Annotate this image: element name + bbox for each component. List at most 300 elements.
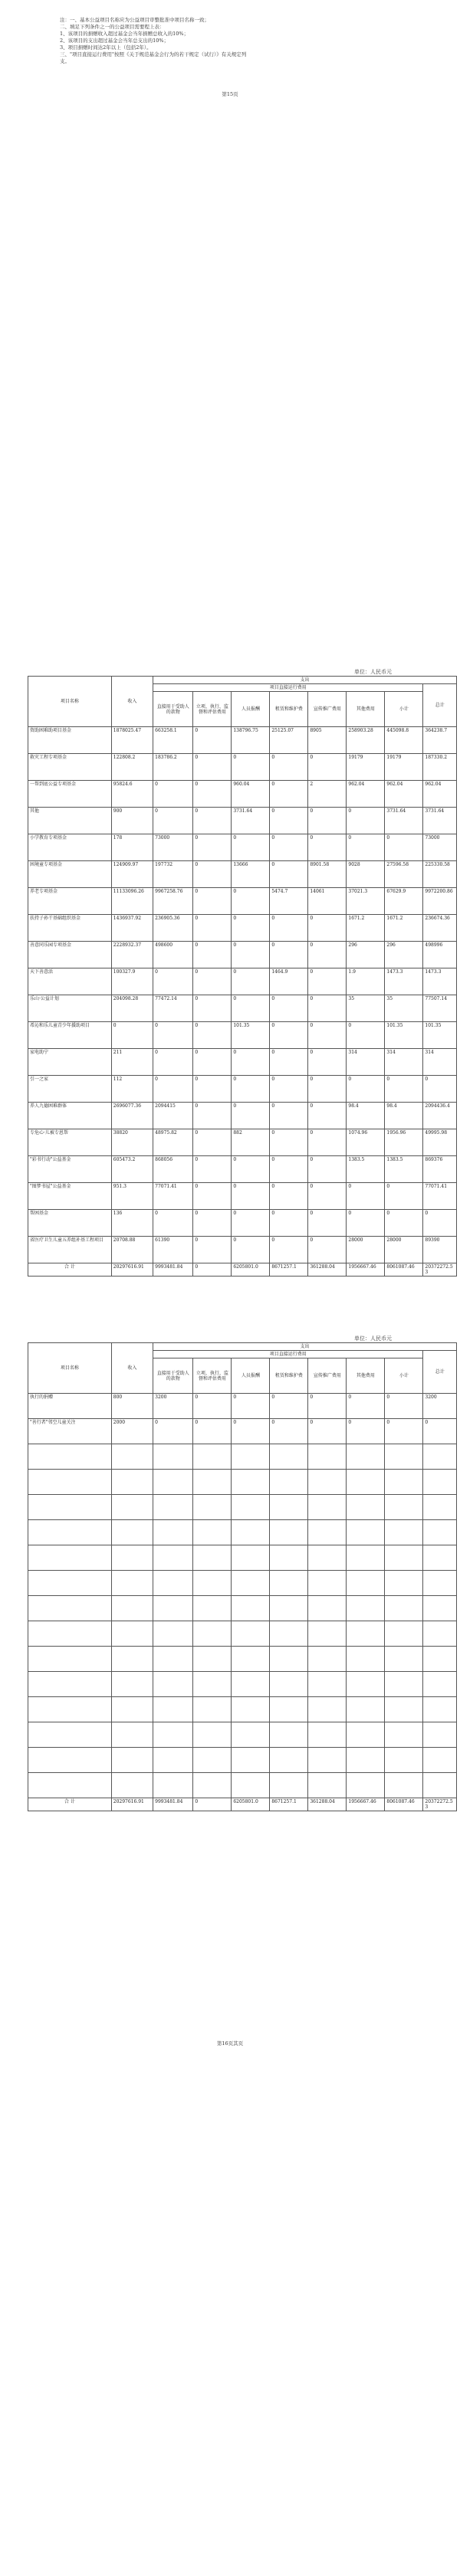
cell-direct: 183786.2 bbox=[153, 754, 193, 781]
cell-subtotal: 445098.8 bbox=[385, 727, 423, 754]
cell-promo: 0 bbox=[270, 861, 308, 888]
cell-income: 122808.2 bbox=[111, 754, 153, 781]
cell-total: 89390 bbox=[423, 1237, 457, 1263]
empty-cell bbox=[347, 1545, 385, 1571]
total-labor: 6205801.0 bbox=[232, 1263, 270, 1277]
cell-staff: 0 bbox=[193, 1183, 232, 1210]
cell-project-name: "彩书行动"公益基金 bbox=[28, 1156, 112, 1183]
table-row bbox=[28, 754, 457, 781]
cell-staff: 0 bbox=[193, 888, 232, 915]
cell-project-name: 资助困难助项目基金 bbox=[28, 727, 112, 754]
note-line: 支。 bbox=[60, 58, 70, 64]
cell-other: 0 bbox=[347, 1419, 385, 1444]
cell-other: 0 bbox=[347, 1183, 385, 1210]
cell-direct: 868056 bbox=[153, 1156, 193, 1183]
cell-direct: 3200 bbox=[153, 1394, 193, 1419]
empty-cell bbox=[232, 1748, 270, 1773]
cell-promo: 0 bbox=[270, 1129, 308, 1156]
col-header-promo: 宣传推广费用 bbox=[308, 692, 347, 727]
empty-cell bbox=[111, 1545, 153, 1571]
cell-staff: 0 bbox=[193, 1129, 232, 1156]
cell-total: 2094436.4 bbox=[423, 1103, 457, 1129]
unit-label-2: 单位：人民币元 bbox=[354, 1336, 392, 1342]
empty-cell bbox=[28, 1444, 112, 1470]
empty-cell bbox=[308, 1444, 347, 1470]
cell-staff: 0 bbox=[193, 727, 232, 754]
empty-cell bbox=[232, 1697, 270, 1722]
cell-income: 1436937.92 bbox=[111, 915, 153, 942]
cell-travel: 0 bbox=[308, 1237, 347, 1263]
empty-cell bbox=[347, 1773, 385, 1798]
empty-cell bbox=[193, 1470, 232, 1495]
cell-project-name: 扶持子孙干基础组织基金 bbox=[28, 915, 112, 942]
cell-income: 900 bbox=[111, 808, 153, 834]
table-row bbox=[28, 1394, 457, 1419]
cell-direct: 0 bbox=[153, 1419, 193, 1444]
empty-cell bbox=[193, 1773, 232, 1798]
cell-income: 0 bbox=[111, 1022, 153, 1049]
empty-cell bbox=[308, 1520, 347, 1545]
col-header-expense: 支出 bbox=[153, 1343, 457, 1351]
table-row bbox=[28, 888, 457, 915]
cell-promo: 0 bbox=[270, 942, 308, 968]
cell-project-name: 专危心·儿被专恩帮 bbox=[28, 1129, 112, 1156]
empty-cell bbox=[153, 1545, 193, 1571]
empty-cell bbox=[385, 1444, 423, 1470]
cell-total: 101.35 bbox=[423, 1022, 457, 1049]
cell-subtotal: 101.35 bbox=[385, 1022, 423, 1049]
col-header-expense: 支出 bbox=[153, 677, 457, 684]
empty-cell bbox=[153, 1697, 193, 1722]
cell-total: 225330.58 bbox=[423, 861, 457, 888]
table-row bbox=[28, 942, 457, 968]
empty-cell bbox=[423, 1545, 457, 1571]
cell-labor: 0 bbox=[232, 1156, 270, 1183]
cell-other: 0 bbox=[347, 808, 385, 834]
total-income: 20297616.91 bbox=[111, 1263, 153, 1277]
col-header-project: 项目名称 bbox=[28, 677, 112, 727]
cell-project-name: 帮困基金 bbox=[28, 1210, 112, 1237]
cell-labor: 0 bbox=[232, 915, 270, 942]
cell-travel: 0 bbox=[308, 1049, 347, 1076]
cell-travel: 0 bbox=[308, 834, 347, 861]
col-header-income: 收入 bbox=[111, 677, 153, 727]
cell-travel: 14061 bbox=[308, 888, 347, 915]
cell-promo: 0 bbox=[270, 754, 308, 781]
total-staff: 0 bbox=[193, 1263, 232, 1277]
cell-labor: 0 bbox=[232, 1237, 270, 1263]
cell-subtotal: 314 bbox=[385, 1049, 423, 1076]
table-row bbox=[28, 968, 457, 995]
empty-cell bbox=[385, 1748, 423, 1773]
cell-project-name: "图梦书屋"公益基金 bbox=[28, 1183, 112, 1210]
empty-cell bbox=[347, 1520, 385, 1545]
cell-total: 3200 bbox=[423, 1394, 457, 1419]
table-row bbox=[28, 1156, 457, 1183]
empty-cell bbox=[347, 1596, 385, 1621]
cell-staff: 0 bbox=[193, 1076, 232, 1103]
empty-cell bbox=[111, 1773, 153, 1798]
cell-direct: 77071.41 bbox=[153, 1183, 193, 1210]
empty-cell bbox=[423, 1495, 457, 1520]
cell-labor: 0 bbox=[232, 995, 270, 1022]
cell-total: 9972200.86 bbox=[423, 888, 457, 915]
empty-cell bbox=[28, 1520, 112, 1545]
cell-project-name: 乐山·公益计划 bbox=[28, 995, 112, 1022]
cell-promo: 5474.7 bbox=[270, 888, 308, 915]
cell-staff: 0 bbox=[193, 1022, 232, 1049]
empty-cell bbox=[153, 1444, 193, 1470]
cell-travel: 0 bbox=[308, 1103, 347, 1129]
empty-row bbox=[28, 1596, 457, 1621]
total-label: 合 计 bbox=[28, 1798, 112, 1811]
cell-direct: 61390 bbox=[153, 1237, 193, 1263]
cell-promo: 25125.07 bbox=[270, 727, 308, 754]
empty-row bbox=[28, 1545, 457, 1571]
col-header-staff: 立项、执行、监督和评估费用 bbox=[193, 1358, 232, 1394]
cell-other: 0 bbox=[347, 1210, 385, 1237]
empty-cell bbox=[270, 1444, 308, 1470]
empty-cell bbox=[232, 1596, 270, 1621]
cell-other: 28000 bbox=[347, 1237, 385, 1263]
cell-income: 211 bbox=[111, 1049, 153, 1076]
empty-cell bbox=[232, 1722, 270, 1748]
cell-other: 258903.28 bbox=[347, 727, 385, 754]
cell-labor: 0 bbox=[232, 1049, 270, 1076]
note-line: 1、该项目的捐赠收入超过基金会当年捐赠总收入的10%； bbox=[60, 31, 189, 37]
cell-travel: 0 bbox=[308, 1394, 347, 1419]
empty-cell bbox=[270, 1697, 308, 1722]
empty-cell bbox=[423, 1596, 457, 1621]
empty-cell bbox=[193, 1621, 232, 1647]
empty-cell bbox=[28, 1596, 112, 1621]
empty-row bbox=[28, 1672, 457, 1697]
empty-cell bbox=[111, 1647, 153, 1672]
cell-other: 1074.96 bbox=[347, 1129, 385, 1156]
empty-cell bbox=[423, 1647, 457, 1672]
empty-cell bbox=[153, 1470, 193, 1495]
cell-total: 498996 bbox=[423, 942, 457, 968]
cell-labor: 960.04 bbox=[232, 781, 270, 808]
empty-cell bbox=[308, 1470, 347, 1495]
cell-staff: 0 bbox=[193, 995, 232, 1022]
cell-other: 9028 bbox=[347, 861, 385, 888]
empty-row bbox=[28, 1697, 457, 1722]
empty-cell bbox=[232, 1470, 270, 1495]
cell-promo: 0 bbox=[270, 834, 308, 861]
empty-cell bbox=[28, 1773, 112, 1798]
cell-labor: 882 bbox=[232, 1129, 270, 1156]
total-promo: 8671257.1 bbox=[270, 1263, 308, 1277]
empty-row bbox=[28, 1647, 457, 1672]
cell-travel: 0 bbox=[308, 1022, 347, 1049]
empty-cell bbox=[347, 1444, 385, 1470]
cell-income: 20708.88 bbox=[111, 1237, 153, 1263]
total-total: 20372272.53 bbox=[423, 1263, 457, 1277]
cell-labor: 3731.64 bbox=[232, 808, 270, 834]
empty-cell bbox=[193, 1444, 232, 1470]
cell-travel: 2 bbox=[308, 781, 347, 808]
cell-project-name: 养老专项基金 bbox=[28, 888, 112, 915]
empty-cell bbox=[111, 1672, 153, 1697]
cell-total: 73000 bbox=[423, 834, 457, 861]
empty-cell bbox=[347, 1495, 385, 1520]
empty-cell bbox=[28, 1545, 112, 1571]
cell-travel: 0 bbox=[308, 1156, 347, 1183]
cell-income: 95824.6 bbox=[111, 781, 153, 808]
cell-subtotal: 27596.58 bbox=[385, 861, 423, 888]
cell-direct: 0 bbox=[153, 968, 193, 995]
empty-cell bbox=[270, 1722, 308, 1748]
cell-other: 37021.3 bbox=[347, 888, 385, 915]
cell-subtotal: 3731.64 bbox=[385, 808, 423, 834]
cell-travel: 0 bbox=[308, 942, 347, 968]
table-row bbox=[28, 727, 457, 754]
cell-subtotal: 0 bbox=[385, 1210, 423, 1237]
empty-row bbox=[28, 1520, 457, 1545]
total-other: 1956667.46 bbox=[347, 1798, 385, 1811]
total-subtotal: 8061087.46 bbox=[385, 1798, 423, 1811]
cell-other: 1.9 bbox=[347, 968, 385, 995]
empty-cell bbox=[193, 1545, 232, 1571]
empty-cell bbox=[270, 1571, 308, 1596]
total-direct: 9993481.84 bbox=[153, 1263, 193, 1277]
total-total: 20372272.53 bbox=[423, 1798, 457, 1811]
empty-cell bbox=[423, 1697, 457, 1722]
empty-cell bbox=[28, 1647, 112, 1672]
col-header-total: 总计 bbox=[423, 684, 457, 727]
col-header-labor: 人员报酬 bbox=[232, 692, 270, 727]
cell-project-name: 省医疗卫生儿童五养组补基工程项目 bbox=[28, 1237, 112, 1263]
cell-direct: 0 bbox=[153, 1022, 193, 1049]
empty-cell bbox=[28, 1621, 112, 1647]
note-line: 2、该项目的支出超过基金会当年总支出的10%； bbox=[60, 38, 169, 44]
total-direct: 9993481.84 bbox=[153, 1798, 193, 1811]
cell-labor: 0 bbox=[232, 1394, 270, 1419]
cell-staff: 0 bbox=[193, 781, 232, 808]
empty-cell bbox=[193, 1495, 232, 1520]
cell-travel: 0 bbox=[308, 1129, 347, 1156]
table-row bbox=[28, 1419, 457, 1444]
empty-cell bbox=[153, 1773, 193, 1798]
empty-cell bbox=[385, 1621, 423, 1647]
cell-project-name: "善行者"邻空儿童关注 bbox=[28, 1419, 112, 1444]
cell-other: 1671.2 bbox=[347, 915, 385, 942]
empty-cell bbox=[347, 1672, 385, 1697]
cell-subtotal: 28000 bbox=[385, 1237, 423, 1263]
empty-cell bbox=[423, 1773, 457, 1798]
cell-staff: 0 bbox=[193, 1103, 232, 1129]
cell-direct: 663258.1 bbox=[153, 727, 193, 754]
cell-staff: 0 bbox=[193, 808, 232, 834]
empty-cell bbox=[111, 1596, 153, 1621]
empty-cell bbox=[232, 1545, 270, 1571]
cell-travel: 0 bbox=[308, 754, 347, 781]
cell-income: 204098.28 bbox=[111, 995, 153, 1022]
cell-travel: 0 bbox=[308, 808, 347, 834]
cell-direct: 498600 bbox=[153, 942, 193, 968]
total-row bbox=[28, 1263, 457, 1277]
empty-cell bbox=[111, 1495, 153, 1520]
empty-cell bbox=[28, 1495, 112, 1520]
cell-staff: 0 bbox=[193, 1210, 232, 1237]
empty-cell bbox=[347, 1722, 385, 1748]
cell-travel: 8901.58 bbox=[308, 861, 347, 888]
cell-other: 0 bbox=[347, 1022, 385, 1049]
cell-total: 187330.2 bbox=[423, 754, 457, 781]
empty-cell bbox=[385, 1571, 423, 1596]
empty-cell bbox=[270, 1621, 308, 1647]
empty-cell bbox=[111, 1748, 153, 1773]
cell-staff: 0 bbox=[193, 1237, 232, 1263]
total-other: 1956667.46 bbox=[347, 1263, 385, 1277]
empty-cell bbox=[270, 1647, 308, 1672]
empty-row bbox=[28, 1571, 457, 1596]
col-header-labor: 人员报酬 bbox=[232, 1358, 270, 1394]
note-line: 3、项目捐赠时间达2年以上（包括2年）。 bbox=[60, 44, 152, 51]
cell-labor: 101.35 bbox=[232, 1022, 270, 1049]
col-header-promo: 宣传推广费用 bbox=[308, 1358, 347, 1394]
cell-travel: 0 bbox=[308, 968, 347, 995]
total-label: 合 计 bbox=[28, 1263, 112, 1277]
cell-other: 35 bbox=[347, 995, 385, 1022]
empty-cell bbox=[385, 1545, 423, 1571]
cell-income: 1878025.47 bbox=[111, 727, 153, 754]
empty-cell bbox=[153, 1748, 193, 1773]
empty-cell bbox=[153, 1571, 193, 1596]
empty-row bbox=[28, 1470, 457, 1495]
empty-cell bbox=[28, 1470, 112, 1495]
empty-cell bbox=[232, 1444, 270, 1470]
cell-labor: 0 bbox=[232, 1419, 270, 1444]
cell-project-name: 小学教育专项基金 bbox=[28, 834, 112, 861]
col-header-total: 总计 bbox=[423, 1351, 457, 1394]
col-header-subtotal: 小计 bbox=[385, 692, 423, 727]
empty-cell bbox=[232, 1773, 270, 1798]
col-header-rent: 租赁和维护费 bbox=[270, 692, 308, 727]
cell-direct: 73000 bbox=[153, 834, 193, 861]
empty-cell bbox=[385, 1672, 423, 1697]
cell-direct: 236905.36 bbox=[153, 915, 193, 942]
cell-project-name: 救灾工程专项基金 bbox=[28, 754, 112, 781]
table-row bbox=[28, 995, 457, 1022]
empty-cell bbox=[28, 1748, 112, 1773]
empty-cell bbox=[111, 1470, 153, 1495]
cell-direct: 0 bbox=[153, 1210, 193, 1237]
empty-cell bbox=[270, 1545, 308, 1571]
empty-cell bbox=[423, 1470, 457, 1495]
cell-project-name: 希沁和乐儿童青少年援助项目 bbox=[28, 1022, 112, 1049]
empty-cell bbox=[193, 1697, 232, 1722]
cell-total: 0 bbox=[423, 1076, 457, 1103]
cell-subtotal: 1473.3 bbox=[385, 968, 423, 995]
empty-row bbox=[28, 1621, 457, 1647]
empty-cell bbox=[270, 1748, 308, 1773]
cell-other: 296 bbox=[347, 942, 385, 968]
col-header-staff: 立项、执行、监督和评估费用 bbox=[193, 692, 232, 727]
cell-other: 962.04 bbox=[347, 781, 385, 808]
cell-staff: 0 bbox=[193, 942, 232, 968]
table-row bbox=[28, 834, 457, 861]
cell-project-name: 其他 bbox=[28, 808, 112, 834]
empty-cell bbox=[193, 1748, 232, 1773]
cell-project-name: 家电助宁 bbox=[28, 1049, 112, 1076]
empty-row bbox=[28, 1748, 457, 1773]
cell-staff: 0 bbox=[193, 1049, 232, 1076]
empty-cell bbox=[193, 1672, 232, 1697]
cell-labor: 13666 bbox=[232, 861, 270, 888]
col-header-direct: 直接用于受助人的款物 bbox=[153, 692, 193, 727]
cell-total: 77071.41 bbox=[423, 1183, 457, 1210]
note-line: 注：一、基本公益项目名称应为公益项目审整批准中项目名称一致； bbox=[60, 17, 209, 23]
cell-income: 951.3 bbox=[111, 1183, 153, 1210]
col-header-rent: 租赁和维护费 bbox=[270, 1358, 308, 1394]
empty-cell bbox=[270, 1495, 308, 1520]
empty-cell bbox=[193, 1647, 232, 1672]
empty-cell bbox=[193, 1520, 232, 1545]
cell-direct: 0 bbox=[153, 1049, 193, 1076]
cell-income: 178 bbox=[111, 834, 153, 861]
cell-promo: 0 bbox=[270, 1210, 308, 1237]
empty-cell bbox=[423, 1571, 457, 1596]
empty-cell bbox=[385, 1520, 423, 1545]
cell-promo: 0 bbox=[270, 995, 308, 1022]
cell-other: 1383.5 bbox=[347, 1156, 385, 1183]
cell-direct: 0 bbox=[153, 1076, 193, 1103]
empty-cell bbox=[385, 1470, 423, 1495]
cell-direct: 0 bbox=[153, 808, 193, 834]
cell-total: 49995.98 bbox=[423, 1129, 457, 1156]
cell-subtotal: 1956.96 bbox=[385, 1129, 423, 1156]
empty-cell bbox=[193, 1722, 232, 1748]
cell-project-name: 引一之家 bbox=[28, 1076, 112, 1103]
empty-cell bbox=[193, 1596, 232, 1621]
cell-labor: 138796.75 bbox=[232, 727, 270, 754]
total-travel: 361288.04 bbox=[308, 1263, 347, 1277]
cell-total: 236674.36 bbox=[423, 915, 457, 942]
cell-income: 38820 bbox=[111, 1129, 153, 1156]
cell-travel: 8905 bbox=[308, 727, 347, 754]
cell-travel: 0 bbox=[308, 915, 347, 942]
cell-labor: 0 bbox=[232, 834, 270, 861]
empty-cell bbox=[270, 1672, 308, 1697]
cell-total: 869376 bbox=[423, 1156, 457, 1183]
table-row bbox=[28, 1129, 457, 1156]
cell-promo: 1464.9 bbox=[270, 968, 308, 995]
empty-cell bbox=[111, 1444, 153, 1470]
empty-cell bbox=[347, 1697, 385, 1722]
empty-cell bbox=[423, 1621, 457, 1647]
project-expense-table bbox=[28, 676, 457, 1277]
empty-cell bbox=[385, 1647, 423, 1672]
page-number: 第15页 bbox=[222, 91, 238, 97]
cell-income: 11133096.26 bbox=[111, 888, 153, 915]
total-staff: 0 bbox=[193, 1798, 232, 1811]
empty-cell bbox=[28, 1672, 112, 1697]
cell-other: 0 bbox=[347, 1394, 385, 1419]
empty-cell bbox=[153, 1520, 193, 1545]
cell-project-name: 困境童专项基金 bbox=[28, 861, 112, 888]
empty-cell bbox=[153, 1647, 193, 1672]
cell-subtotal: 0 bbox=[385, 1076, 423, 1103]
cell-other: 19179 bbox=[347, 754, 385, 781]
cell-promo: 0 bbox=[270, 1394, 308, 1419]
cell-total: 1473.3 bbox=[423, 968, 457, 995]
empty-cell bbox=[308, 1596, 347, 1621]
cell-direct: 0 bbox=[153, 781, 193, 808]
cell-total: 962.04 bbox=[423, 781, 457, 808]
table-row bbox=[28, 1237, 457, 1263]
